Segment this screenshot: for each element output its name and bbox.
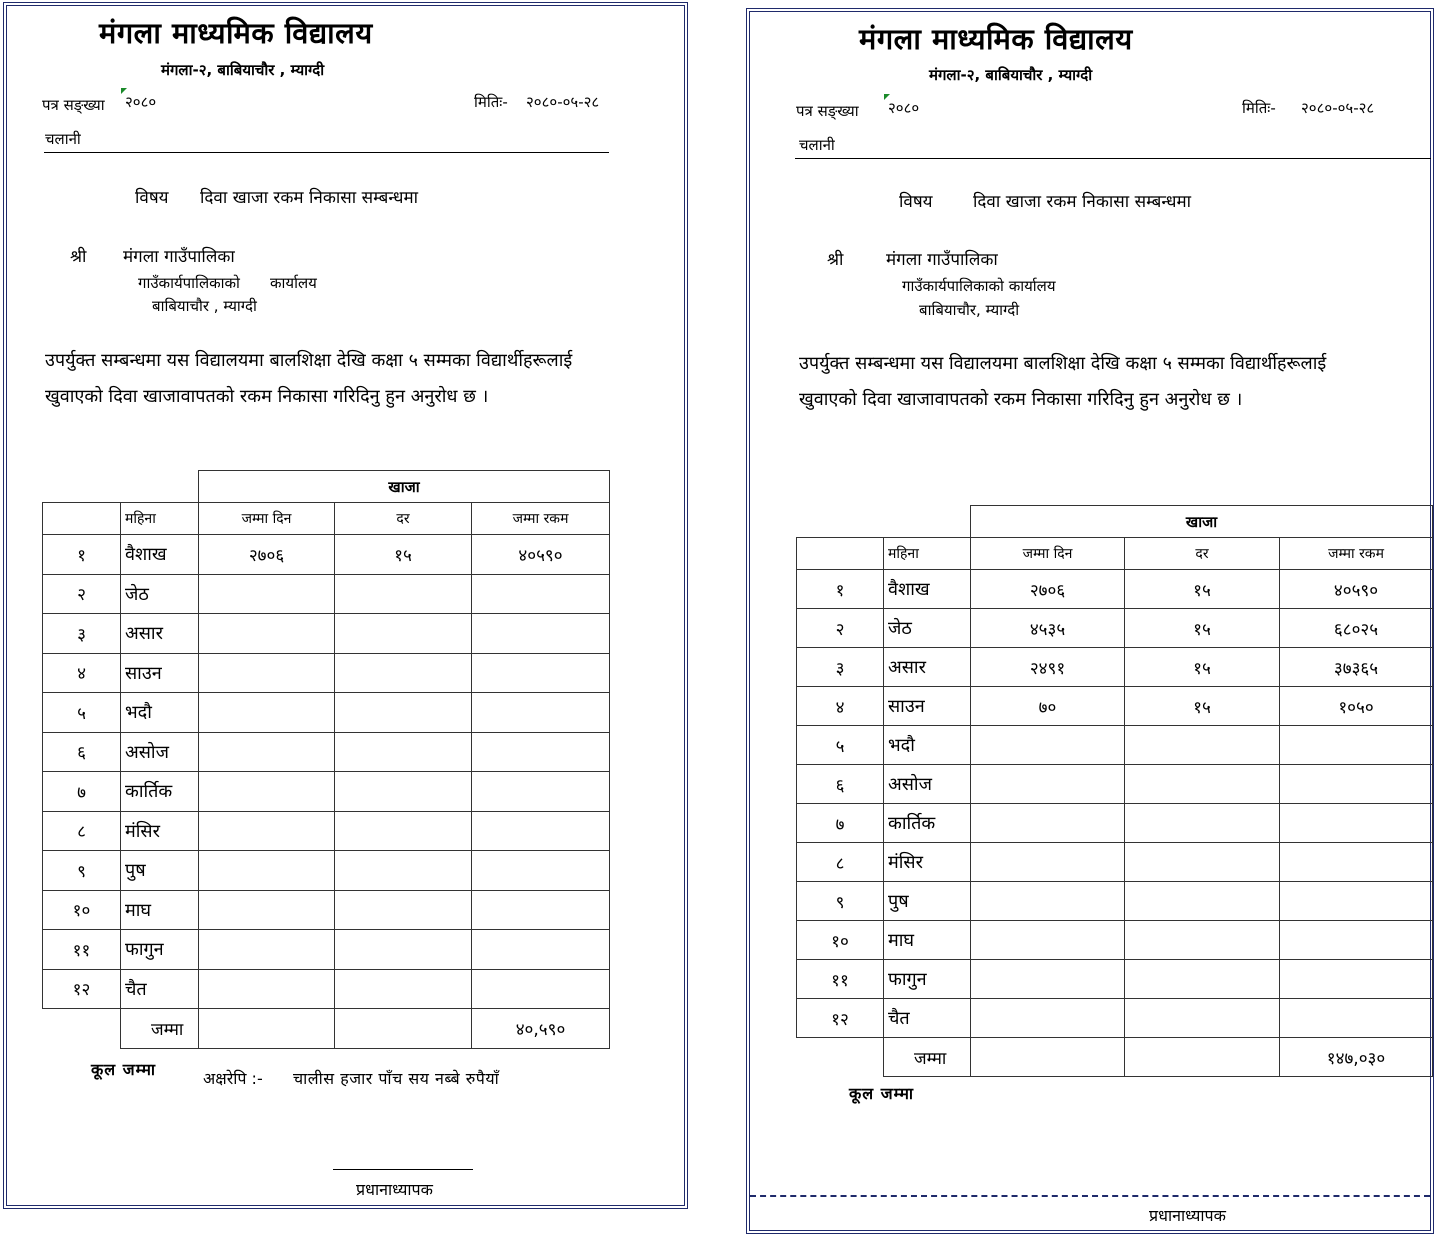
body-line-2: खुवाएको दिवा खाजावापतको रकम निकासा गरिदिनु हुन अनुरोध छ ।: [45, 386, 489, 407]
row-amount: ४०५९०: [472, 535, 610, 575]
table-row: [43, 772, 610, 812]
school-address: मंगला-२, बाबियाचौर , म्याग्दी: [929, 66, 1093, 84]
row-amount: [1280, 726, 1433, 765]
row-amount: [472, 851, 610, 891]
row-days: [971, 804, 1125, 843]
row-days: [199, 851, 335, 891]
table-row: [43, 535, 610, 575]
row-amount: ३७३६५: [1280, 648, 1433, 687]
date-label: मितिः-: [474, 93, 508, 111]
row-days: [199, 732, 335, 772]
month-header: महिना: [884, 538, 971, 570]
table-row: [43, 614, 610, 654]
subject-value: दिवा खाजा रकम निकासा सम्बन्धमा: [973, 192, 1192, 212]
row-days: [971, 882, 1125, 921]
row-month: भदौ: [884, 726, 971, 765]
row-month: मंसिर: [121, 811, 199, 851]
row-amount: [472, 890, 610, 930]
school-name: मंगला माध्यमिक विद्यालय: [99, 16, 373, 50]
row-amount: [1280, 765, 1433, 804]
signature-line: [750, 1195, 1430, 1197]
table-row: [43, 930, 610, 970]
row-days: [199, 693, 335, 733]
row-amount: १०५०: [1280, 687, 1433, 726]
row-month: जेठ: [121, 574, 199, 614]
row-days: [971, 726, 1125, 765]
table-row: [43, 653, 610, 693]
row-serial: ८: [797, 843, 884, 882]
row-rate: [335, 772, 472, 812]
row-amount: ४०५९०: [1280, 570, 1433, 609]
row-rate: [335, 732, 472, 772]
row-month: कार्तिक: [884, 804, 971, 843]
row-days: २४९१: [971, 648, 1125, 687]
row-days: ४५३५: [971, 609, 1125, 648]
row-month: फागुन: [121, 930, 199, 970]
row-month: मंसिर: [884, 843, 971, 882]
row-rate: [1125, 999, 1280, 1038]
row-amount: [1280, 960, 1433, 999]
row-rate: [335, 930, 472, 970]
row-serial: ९: [43, 851, 121, 891]
days-header: जम्मा दिन: [971, 538, 1125, 570]
row-rate: १५: [1125, 687, 1280, 726]
row-month: चैत: [884, 999, 971, 1038]
signatory: प्रधानाध्यापक: [1149, 1206, 1226, 1225]
date-value: २०८०-०५-२८: [1301, 99, 1375, 117]
row-month: वैशाख: [121, 535, 199, 575]
in-words-label: अक्षरेपि :-: [203, 1069, 263, 1088]
signatory: प्रधानाध्यापक: [356, 1180, 433, 1199]
row-serial: ३: [43, 614, 121, 654]
table-row: [797, 648, 1433, 687]
row-rate: १५: [335, 535, 472, 575]
divider: [795, 158, 1431, 159]
row-days: [199, 772, 335, 812]
row-serial: ३: [797, 648, 884, 687]
row-month: माघ: [884, 921, 971, 960]
row-serial: ११: [797, 960, 884, 999]
dispatch-label: चलानी: [799, 136, 835, 154]
table-row: [43, 851, 610, 891]
row-rate: [1125, 843, 1280, 882]
row-amount: [472, 811, 610, 851]
row-serial: १२: [797, 999, 884, 1038]
table-row: [43, 890, 610, 930]
row-amount: [1280, 999, 1433, 1038]
row-days: ७०: [971, 687, 1125, 726]
row-serial: ४: [43, 653, 121, 693]
row-serial: २: [797, 609, 884, 648]
date-label: मितिः-: [1242, 99, 1276, 117]
row-serial: १: [797, 570, 884, 609]
row-rate: [1125, 882, 1280, 921]
row-rate: [335, 574, 472, 614]
row-amount: ६८०२५: [1280, 609, 1433, 648]
row-days: २७०६: [199, 535, 335, 575]
row-days: [971, 843, 1125, 882]
row-rate: १५: [1125, 609, 1280, 648]
row-amount: [472, 969, 610, 1009]
table-row: [797, 843, 1433, 882]
table-row: [43, 969, 610, 1009]
row-days: [199, 811, 335, 851]
grand-total-label: कूल जम्मा: [849, 1084, 915, 1103]
table-row: [797, 999, 1433, 1038]
row-rate: [335, 693, 472, 733]
row-days: [199, 930, 335, 970]
row-serial: ११: [43, 930, 121, 970]
total-label: जम्मा: [121, 1009, 199, 1049]
in-words-value: चालीस हजार पाँच सय नब्बे रुपैयाँ: [293, 1069, 500, 1088]
khaja-table: [796, 505, 1433, 1077]
row-serial: २: [43, 574, 121, 614]
row-serial: ८: [43, 811, 121, 851]
row-rate: [335, 890, 472, 930]
row-rate: [1125, 765, 1280, 804]
total-label: जम्मा: [884, 1038, 971, 1077]
table-row: [43, 574, 610, 614]
row-month: पुष: [884, 882, 971, 921]
recipient-prefix: श्री: [70, 247, 87, 267]
row-rate: १५: [1125, 570, 1280, 609]
row-amount: [1280, 882, 1433, 921]
table-row: [43, 693, 610, 733]
ref-label: पत्र सङ्ख्या: [796, 102, 859, 120]
row-month: माघ: [121, 890, 199, 930]
recipient-place: बाबियाचौर , म्याग्दी: [152, 297, 257, 315]
row-amount: [472, 653, 610, 693]
table-row: [797, 609, 1433, 648]
row-month: असार: [884, 648, 971, 687]
row-amount: [1280, 843, 1433, 882]
row-days: [971, 921, 1125, 960]
row-serial: ९: [797, 882, 884, 921]
row-month: चैत: [121, 969, 199, 1009]
row-serial: ७: [43, 772, 121, 812]
row-days: [971, 765, 1125, 804]
row-amount: [1280, 804, 1433, 843]
row-serial: ५: [43, 693, 121, 733]
row-amount: [1280, 921, 1433, 960]
row-rate: [1125, 960, 1280, 999]
days-header: जम्मा दिन: [199, 503, 335, 535]
group-header: खाजा: [199, 471, 610, 503]
row-month: साउन: [121, 653, 199, 693]
amount-header: जम्मा रकम: [1280, 538, 1433, 570]
row-rate: [335, 851, 472, 891]
row-month: असार: [121, 614, 199, 654]
amount-header: जम्मा रकम: [472, 503, 610, 535]
recipient-name: मंगला गाउँपालिका: [123, 247, 235, 267]
row-amount: [472, 930, 610, 970]
row-amount: [472, 574, 610, 614]
divider: [44, 152, 609, 153]
row-month: फागुन: [884, 960, 971, 999]
table-row: [797, 765, 1433, 804]
recipient-office-suffix: कार्यालय: [270, 274, 317, 292]
recipient-office: गाउँकार्यपालिकाको: [138, 274, 240, 292]
dispatch-label: चलानी: [45, 130, 81, 148]
subject-label: विषय: [899, 192, 933, 212]
row-rate: [335, 811, 472, 851]
row-rate: [335, 653, 472, 693]
total-amount: १४७,०३०: [1280, 1038, 1433, 1077]
row-amount: [472, 732, 610, 772]
table-row: [797, 687, 1433, 726]
body-line-2: खुवाएको दिवा खाजावापतको रकम निकासा गरिदिनु हुन अनुरोध छ ।: [799, 389, 1243, 410]
row-days: [199, 614, 335, 654]
row-amount: [472, 772, 610, 812]
row-amount: [472, 614, 610, 654]
school-address: मंगला-२, बाबियाचौर , म्याग्दी: [161, 61, 325, 79]
table-row: [797, 921, 1433, 960]
row-rate: [335, 969, 472, 1009]
row-serial: ६: [797, 765, 884, 804]
body-line-1: उपर्युक्त सम्बन्धमा यस विद्यालयमा बालशिक्षा देखि कक्षा ५ सम्मका विद्यार्थीहरूलाई: [45, 350, 573, 371]
recipient-office: गाउँकार्यपालिकाको कार्यालय: [902, 277, 1056, 295]
row-amount: [472, 693, 610, 733]
row-serial: ४: [797, 687, 884, 726]
row-month: कार्तिक: [121, 772, 199, 812]
row-serial: १२: [43, 969, 121, 1009]
row-serial: ५: [797, 726, 884, 765]
row-serial: १: [43, 535, 121, 575]
row-month: वैशाख: [884, 570, 971, 609]
table-row: [797, 804, 1433, 843]
group-header: खाजा: [971, 506, 1433, 538]
recipient-prefix: श्री: [827, 250, 844, 270]
row-month: असोज: [121, 732, 199, 772]
body-line-1: उपर्युक्त सम्बन्धमा यस विद्यालयमा बालशिक्षा देखि कक्षा ५ सम्मका विद्यार्थीहरूलाई: [799, 353, 1327, 374]
table-row: [797, 960, 1433, 999]
month-header: महिना: [121, 503, 199, 535]
row-rate: [335, 614, 472, 654]
row-days: [199, 969, 335, 1009]
table-row: [43, 811, 610, 851]
recipient-place: बाबियाचौर, म्याग्दी: [919, 301, 1020, 319]
sn-header: [43, 503, 121, 535]
letter-b: [746, 8, 1434, 1234]
row-serial: १०: [43, 890, 121, 930]
ref-value: २०८०: [125, 93, 157, 111]
row-serial: ६: [43, 732, 121, 772]
letter-a: [3, 2, 688, 1209]
grand-total-label: कूल जम्मा: [91, 1060, 157, 1079]
row-month: असोज: [884, 765, 971, 804]
table-row: [797, 570, 1433, 609]
signature-line: [333, 1169, 473, 1170]
row-month: पुष: [121, 851, 199, 891]
row-month: साउन: [884, 687, 971, 726]
ref-label: पत्र सङ्ख्या: [42, 96, 105, 114]
khaja-table: [42, 470, 610, 1049]
total-amount: ४०,५९०: [472, 1009, 610, 1049]
row-serial: ७: [797, 804, 884, 843]
table-row: [797, 726, 1433, 765]
row-serial: १०: [797, 921, 884, 960]
row-days: [199, 574, 335, 614]
row-days: [199, 890, 335, 930]
ref-value: २०८०: [888, 99, 920, 117]
row-days: [199, 653, 335, 693]
rate-header: दर: [1125, 538, 1280, 570]
row-month: जेठ: [884, 609, 971, 648]
subject-value: दिवा खाजा रकम निकासा सम्बन्धमा: [200, 188, 419, 208]
row-days: [971, 999, 1125, 1038]
row-month: भदौ: [121, 693, 199, 733]
row-days: [971, 960, 1125, 999]
table-row: [43, 732, 610, 772]
row-rate: [1125, 726, 1280, 765]
school-name: मंगला माध्यमिक विद्यालय: [859, 22, 1133, 56]
rate-header: दर: [335, 503, 472, 535]
subject-label: विषय: [135, 188, 169, 208]
row-rate: [1125, 921, 1280, 960]
row-rate: [1125, 804, 1280, 843]
row-days: २७०६: [971, 570, 1125, 609]
date-value: २०८०-०५-२८: [526, 93, 600, 111]
recipient-name: मंगला गाउँपालिका: [886, 250, 998, 270]
row-rate: १५: [1125, 648, 1280, 687]
table-row: [797, 882, 1433, 921]
sn-header: [797, 538, 884, 570]
